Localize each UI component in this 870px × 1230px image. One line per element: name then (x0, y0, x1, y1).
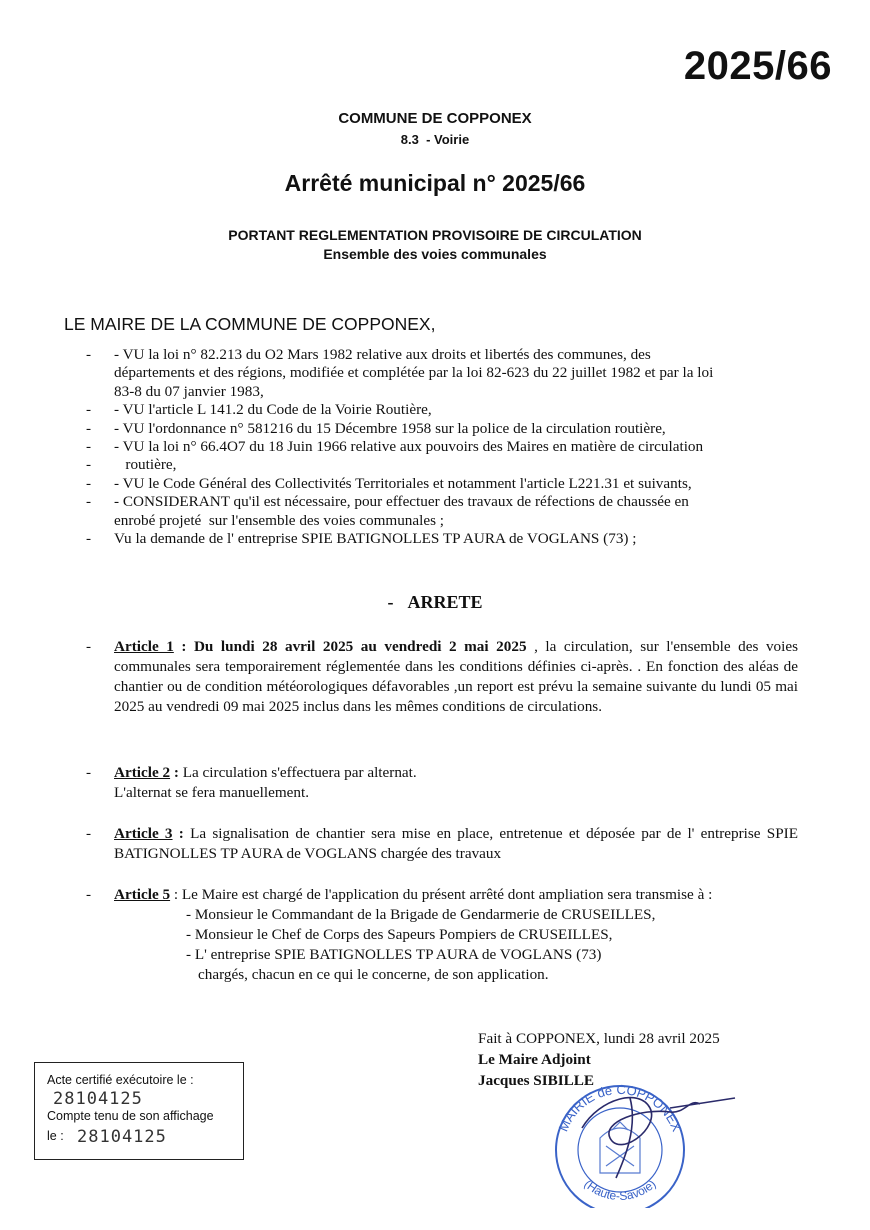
recipient-3: - L' entreprise SPIE BATIGNOLLES TP AURA de VOGLANS (73) (186, 946, 602, 963)
vu-item-line: départements et des régions, modifiée et complétée par la loi 82-623 du 22 juillet 1982 et par la loi (114, 364, 714, 382)
vu-item-line: - VU la loi n° 82.213 du O2 Mars 1982 relative aux droits et libertés des communes, des (114, 346, 651, 363)
vu-item-text (114, 420, 798, 438)
vu-item-dash: - (86, 530, 92, 548)
article-2-label: Article 2 (114, 764, 171, 781)
vu-item-line: - VU l'ordonnance n° 581216 du 15 Décembre 1958 sur la police de la circulation routière, (114, 419, 666, 437)
maire-heading: LE MAIRE DE LA COMMUNE DE COPPONEX, (64, 314, 436, 334)
vu-item-line: Vu la demande de l' entreprise SPIE BATIGNOLLES TP AURA de VOGLANS (73) ; (114, 530, 637, 548)
vu-item-dash: - (86, 474, 92, 492)
article-1 (86, 637, 798, 717)
vu-item-text (114, 493, 798, 530)
vu-item-dash: - (86, 456, 92, 474)
article-3-text: La signalisation de chantier sera mise en place, entretenue et déposée par de l' entreprise SPIE BATIGNOLLES TP AURA de VOGLANS chargée des travaux (114, 825, 799, 862)
article-5-text: Le Maire est chargé de l'application du présent arrêté dont ampliation sera transmise à : (181, 886, 713, 903)
article-2-sep: : (170, 764, 183, 781)
vu-item (86, 456, 798, 474)
vu-item (86, 420, 798, 438)
article-2-line2: L'alternat se fera manuellement. (114, 784, 310, 801)
vu-item-dash: - (86, 438, 92, 456)
vu-item (86, 401, 798, 419)
certificate-date-2: 28104125 (77, 1127, 167, 1147)
category: 8.3 - Voirie (400, 132, 470, 147)
commune-name: COMMUNE DE COPPONEX (338, 110, 532, 127)
page-title: Arrêté municipal n° 2025/66 (284, 170, 586, 196)
article-5 (86, 885, 798, 985)
article-3-label: Article 3 (114, 825, 173, 842)
place-date: Fait à COPPONEX, lundi 28 avril 2025 (478, 1030, 720, 1047)
vu-item (86, 530, 798, 548)
article-3-sep: : (172, 825, 191, 842)
certificate-line-2: Compte tenu de son affichage (47, 1109, 214, 1123)
stamp-text-bottom: (Haute-Savoie) (581, 1176, 659, 1204)
article-5-dash: - (86, 886, 92, 903)
article-2 (86, 763, 798, 803)
vu-item-dash: - (86, 346, 92, 363)
article-1-label: Article 1 (114, 638, 174, 655)
vu-item-text (114, 456, 798, 474)
signatory-name: Jacques SIBILLE (478, 1072, 595, 1089)
vu-item (86, 346, 798, 401)
vu-item-dash: - (86, 419, 92, 437)
vu-item-line: - VU la loi n° 66.4O7 du 18 Juin 1966 relative aux pouvoirs des Maires en matière de circulation (114, 438, 704, 456)
stamp-text-top: MAIRIE de COPPONEX (555, 1081, 685, 1134)
vu-item (86, 475, 798, 493)
article-5-closing: chargés, chacun en ce qui le concerne, de son application. (198, 966, 549, 983)
arrete-dash: - (387, 592, 394, 612)
vu-item-line: enrobé projeté sur l'ensemble des voies communales ; (114, 511, 445, 529)
article-3-dash: - (86, 825, 92, 842)
vu-item (86, 438, 798, 456)
article-1-dash: - (86, 638, 92, 655)
recipient-2: - Monsieur le Chef de Corps des Sapeurs Pompiers de CRUSEILLES, (186, 926, 613, 943)
vu-list (86, 346, 798, 548)
article-2-dash: - (86, 764, 92, 781)
vu-item-text (114, 346, 798, 401)
vu-item-dash: - (86, 401, 92, 419)
article-5-label: Article 5 (114, 886, 171, 903)
vu-item-text (114, 530, 798, 548)
vu-item-line: 83-8 du 07 janvier 1983, (114, 382, 264, 400)
article-5-sep: : (170, 886, 182, 903)
certificate-line-1: Acte certifié exécutoire le : (47, 1073, 194, 1087)
vu-item-line: routière, (114, 456, 177, 474)
scope: Ensemble des voies communales (323, 246, 547, 262)
vu-item-text (114, 438, 798, 456)
certificate-date-1: 28104125 (53, 1089, 143, 1109)
vu-item-line: - CONSIDERANT qu'il est nécessaire, pour effectuer des travaux de réfections de chaussée en (114, 493, 689, 511)
vu-item-line: - VU le Code Général des Collectivités Territoriales et notamment l'article L221.31 et suivants, (114, 474, 692, 492)
article-1-sep: : (173, 638, 194, 655)
document-number: 2025/66 (683, 44, 832, 88)
vu-item-line: - VU l'article L 141.2 du Code de la Voirie Routière, (114, 401, 432, 419)
certificate-box (34, 1062, 244, 1160)
vu-item (86, 493, 798, 530)
vu-item-dash: - (86, 493, 92, 511)
article-3 (86, 824, 798, 864)
mairie-stamp (520, 1068, 750, 1208)
recipient-1: - Monsieur le Commandant de la Brigade de Gendarmerie de CRUSEILLES, (186, 906, 656, 923)
vu-item-text (114, 475, 798, 493)
article-2-line1: La circulation s'effectuera par alternat. (182, 764, 417, 781)
certificate-line-3: le : (47, 1129, 64, 1143)
vu-item-text (114, 401, 798, 419)
subject: PORTANT REGLEMENTATION PROVISOIRE DE CIRCULATION (228, 227, 642, 243)
arrete-label: ARRETE (407, 592, 483, 612)
signatory-role: Le Maire Adjoint (478, 1051, 591, 1068)
article-1-text: , la circulation, sur l'ensemble des voies communales sera temporairement réglementée dans les conditions définies ci-après. . En fonction des aléas de chantier ou de condition météorologiques défavorables ,un report est prévu la semaine suivante du lundi 05 mai 2025 au vendredi 09 mai 2025 inclus dans les mêmes conditions de circulations. (114, 638, 799, 715)
arrete-heading (0, 592, 870, 613)
article-1-dates: Du lundi 28 avril 2025 au vendredi 2 mai 2025 (193, 638, 527, 655)
